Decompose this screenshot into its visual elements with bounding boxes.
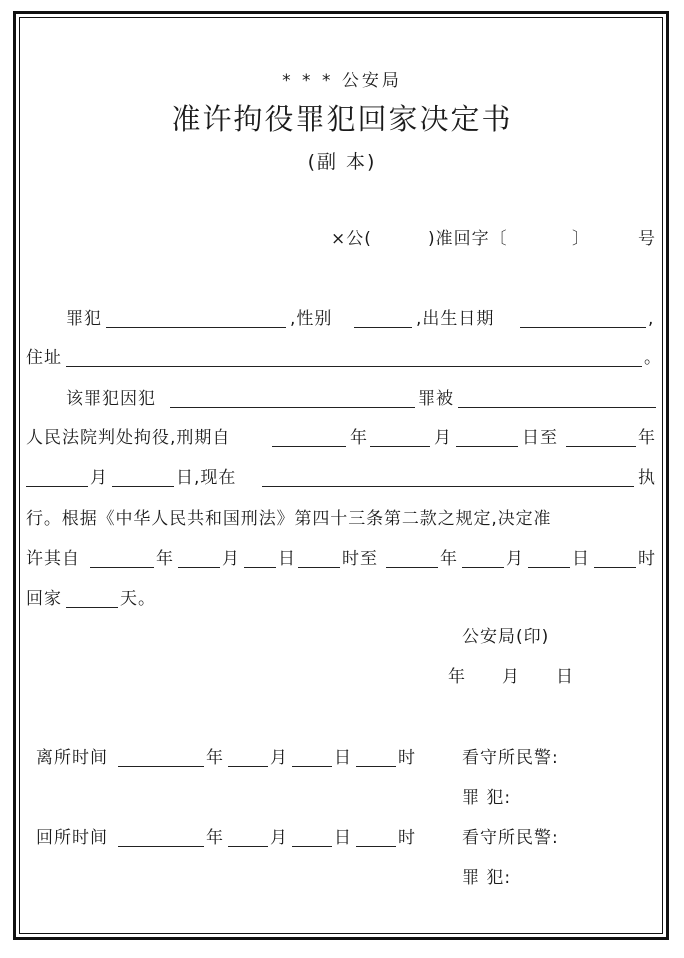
doc-number-mid: )准回字〔 bbox=[428, 229, 508, 249]
return-day-field[interactable] bbox=[528, 567, 570, 568]
leave-month-label: 月 bbox=[222, 549, 240, 569]
now-at-label: 日,现在 bbox=[176, 468, 237, 488]
leave-hour-field[interactable] bbox=[298, 567, 340, 568]
gender-label: ,性别 bbox=[290, 309, 333, 329]
document-title: 准许拘役罪犯回家决定书 bbox=[171, 102, 513, 136]
leave-record-day-label: 日 bbox=[334, 748, 352, 768]
leave-record-day-field[interactable] bbox=[292, 766, 332, 767]
crime-field[interactable] bbox=[170, 407, 415, 408]
return-criminal-signature-label: 罪 犯: bbox=[462, 868, 512, 888]
birthdate-field[interactable] bbox=[520, 327, 646, 328]
sentenced-by-label: 罪被 bbox=[418, 389, 454, 409]
leave-record-month-label: 月 bbox=[270, 748, 288, 768]
court-field[interactable] bbox=[458, 407, 656, 408]
return-time-label: 回所时间 bbox=[36, 828, 108, 848]
legal-basis-text: 行。根据《中华人民共和国刑法》第四十三条第二款之规定,决定准 bbox=[26, 509, 552, 529]
leave-record-hour-label: 时 bbox=[398, 748, 416, 768]
criminal-name-field[interactable] bbox=[106, 327, 286, 328]
seal-label: 公安局(印) bbox=[462, 627, 550, 647]
return-month-label: 月 bbox=[506, 549, 524, 569]
agency-name: * * * 公安局 bbox=[282, 71, 402, 91]
address-field[interactable] bbox=[66, 366, 642, 367]
leave-year-label: 年 bbox=[156, 549, 174, 569]
leave-day-field[interactable] bbox=[244, 567, 276, 568]
return-record-month-label: 月 bbox=[270, 828, 288, 848]
current-location-field[interactable] bbox=[262, 486, 634, 487]
leave-month-field[interactable] bbox=[178, 567, 220, 568]
term-start-day-field[interactable] bbox=[456, 446, 518, 447]
return-record-year-label: 年 bbox=[206, 828, 224, 848]
days-count-field[interactable] bbox=[66, 607, 118, 608]
crime-label: 该罪犯因犯 bbox=[66, 389, 156, 409]
term-start-year-field[interactable] bbox=[272, 446, 346, 447]
return-year-field[interactable] bbox=[386, 567, 438, 568]
copy-label: (副 本) bbox=[307, 151, 377, 173]
leave-time-label: 离所时间 bbox=[36, 748, 108, 768]
month-label-2: 月 bbox=[90, 468, 108, 488]
return-guard-signature-label: 看守所民警: bbox=[462, 828, 559, 848]
return-record-day-label: 日 bbox=[334, 828, 352, 848]
sign-month-label: 月 bbox=[502, 667, 520, 687]
doc-number-suffix: 号 bbox=[638, 229, 656, 249]
birthdate-label: ,出生日期 bbox=[416, 309, 495, 329]
line2-end: 。 bbox=[644, 348, 662, 368]
leave-record-year-label: 年 bbox=[206, 748, 224, 768]
days-label: 天。 bbox=[120, 589, 156, 609]
sign-year-label: 年 bbox=[448, 667, 466, 687]
line1-end: , bbox=[648, 309, 655, 329]
term-end-day-field[interactable] bbox=[112, 486, 174, 487]
leave-day-label: 日 bbox=[278, 549, 296, 569]
allow-from-label: 许其自 bbox=[26, 549, 80, 569]
return-hour-label: 时 bbox=[638, 549, 656, 569]
sign-day-label: 日 bbox=[556, 667, 574, 687]
return-month-field[interactable] bbox=[462, 567, 504, 568]
return-day-label: 日 bbox=[572, 549, 590, 569]
return-record-hour-label: 时 bbox=[398, 828, 416, 848]
execute-label: 执 bbox=[638, 468, 656, 488]
hour-to-label: 时至 bbox=[342, 549, 378, 569]
return-hour-field[interactable] bbox=[594, 567, 636, 568]
criminal-label: 罪犯 bbox=[66, 309, 102, 329]
term-end-year-field[interactable] bbox=[566, 446, 636, 447]
term-end-month-field[interactable] bbox=[26, 486, 88, 487]
go-home-label: 回家 bbox=[26, 589, 62, 609]
return-year-label: 年 bbox=[440, 549, 458, 569]
address-label: 住址 bbox=[26, 348, 62, 368]
return-record-month-field[interactable] bbox=[228, 846, 268, 847]
leave-year-field[interactable] bbox=[90, 567, 154, 568]
doc-number-prefix: ×公( bbox=[331, 229, 372, 249]
return-record-day-field[interactable] bbox=[292, 846, 332, 847]
return-record-hour-field[interactable] bbox=[356, 846, 396, 847]
term-start-month-field[interactable] bbox=[370, 446, 430, 447]
gender-field[interactable] bbox=[354, 327, 412, 328]
return-record-year-field[interactable] bbox=[118, 846, 204, 847]
leave-criminal-signature-label: 罪 犯: bbox=[462, 788, 512, 808]
doc-number-bracket-close: 〕 bbox=[572, 229, 590, 249]
year-label: 年 bbox=[350, 428, 368, 448]
leave-record-year-field[interactable] bbox=[118, 766, 204, 767]
leave-record-hour-field[interactable] bbox=[356, 766, 396, 767]
sentence-term-label: 人民法院判处拘役,刑期自 bbox=[26, 428, 231, 448]
leave-record-month-field[interactable] bbox=[228, 766, 268, 767]
year-label-2: 年 bbox=[638, 428, 656, 448]
month-label: 月 bbox=[434, 428, 452, 448]
leave-guard-signature-label: 看守所民警: bbox=[462, 748, 559, 768]
day-to-label: 日至 bbox=[522, 428, 558, 448]
